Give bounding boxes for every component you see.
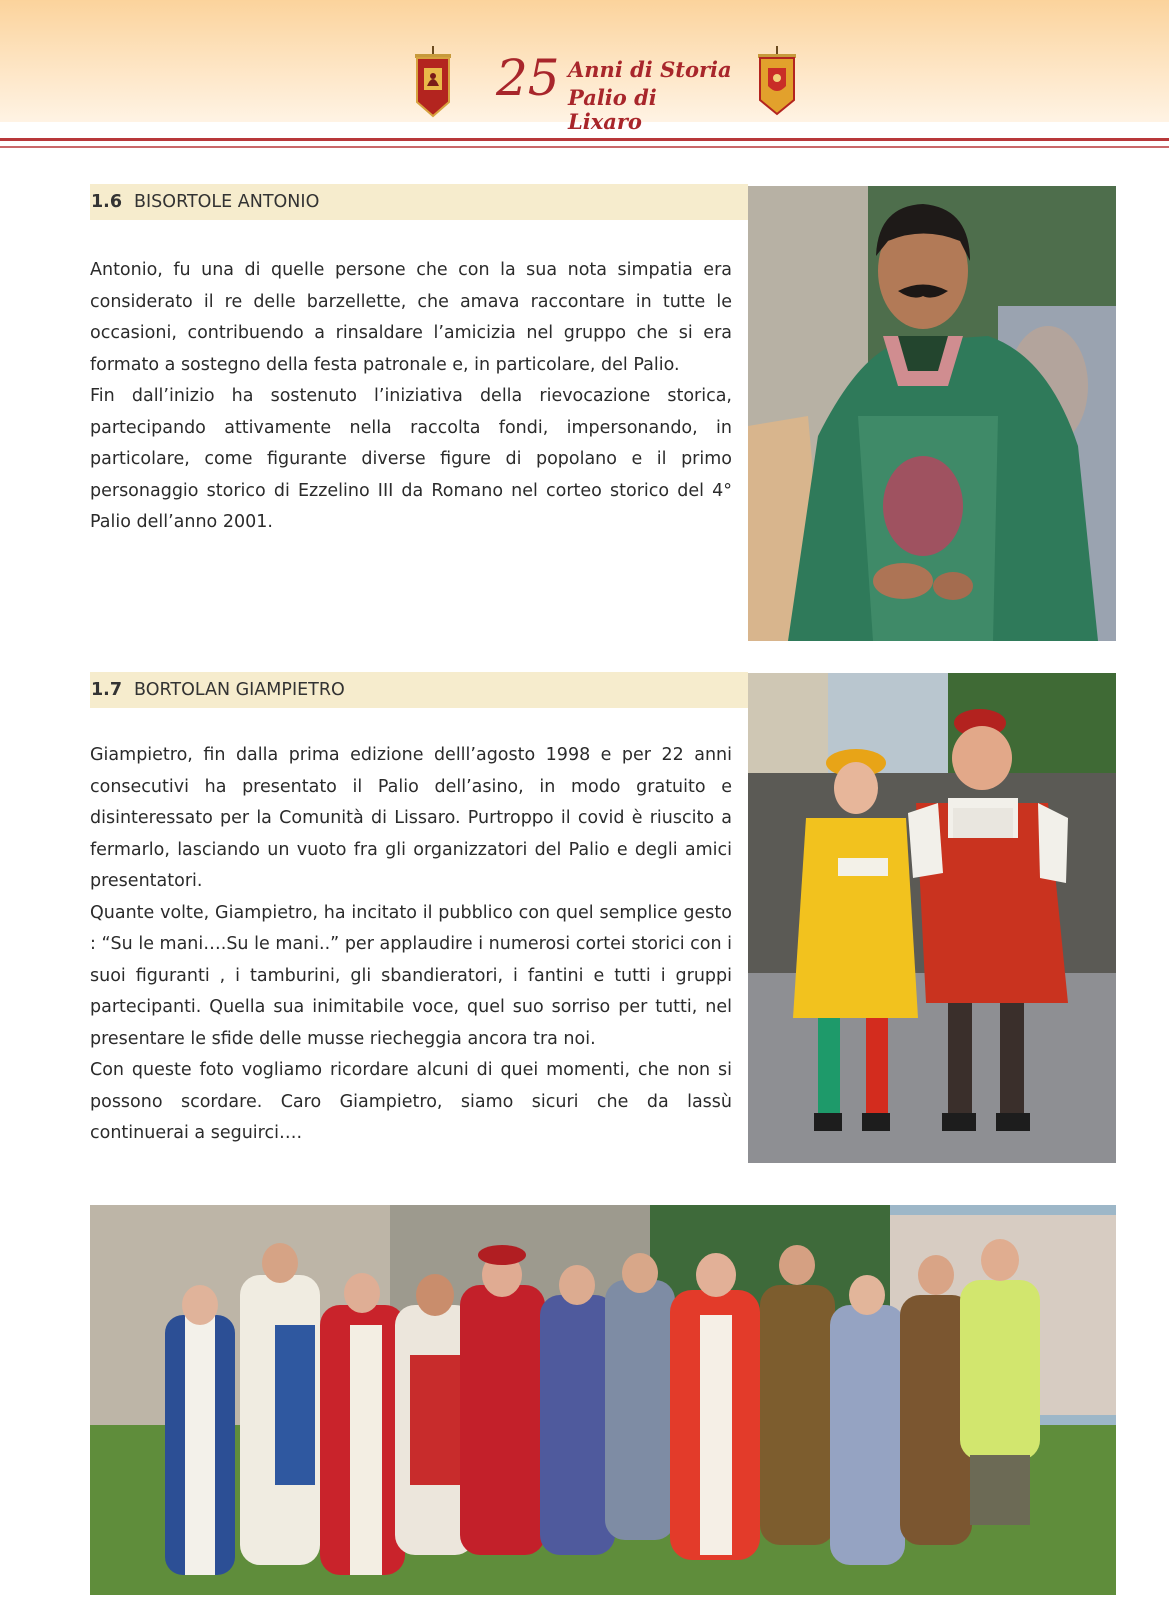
section-title: BISORTOLE ANTONIO [134, 192, 320, 212]
section-heading-1-7 [90, 672, 748, 708]
paragraph: Quante volte, Giampietro, ha incitato il pubblico con quel semplice gesto : “Su le mani….Su le mani..” per applaudire i numerosi cortei storici con i suoi figuranti , i tamburini, gli sbandieratori, i fantini e tutti i gruppi partecipanti. Quella sua inimitabile voce, quel suo sorriso per tutti, nel presentare le sfide delle musse riecheggia ancora tra noi. [90, 902, 732, 1049]
photo-group-costumes [90, 1205, 1116, 1595]
right-banner-emblem [757, 46, 797, 118]
paragraph: Antonio, fu una di quelle persone che con la sua nota simpatia era considerato il re delle barzellette, che amava raccontare in tutte le occasioni, contribuendo a rinsaldare l’amicizia nel gruppo che si era formato a sostegno della festa patronale e, in particolare, del Palio. [90, 260, 732, 375]
header-rule-top [0, 138, 1169, 141]
left-banner-emblem [414, 46, 452, 120]
logo-number: 25 [496, 49, 560, 107]
header-rule-bottom [0, 146, 1169, 148]
section-heading-1-6 [90, 184, 748, 220]
paragraph: Con queste foto vogliamo ricordare alcuni di quei momenti, che non si possono scordare. Caro Giampietro, siamo sicuri che da lassù continuerai a seguirci…. [90, 1060, 732, 1143]
section-body-1-7 [90, 740, 732, 1150]
logo-title-line1: Anni di Storia [568, 57, 732, 82]
section-body-1-6 [90, 255, 732, 539]
section-title: BORTOLAN GIAMPIETRO [134, 680, 345, 700]
section-number: 1.7 [91, 680, 123, 700]
photo-antonio-costume [748, 186, 1116, 641]
section-number: 1.6 [91, 192, 123, 212]
logo-title-line2: Palio di Lixaro [568, 85, 657, 134]
photo-giampietro-presenters [748, 673, 1116, 1163]
paragraph: Fin dall’inizio ha sostenuto l’iniziativa della rievocazione storica, partecipando attivamente nella raccolta fondi, impersonando, in particolare, come figurante diverse figure di popolano e il primo personaggio storico di Ezzelino III da Romano nel corteo storico del 4° Palio dell’anno 2001. [90, 386, 732, 532]
paragraph: Giampietro, fin dalla prima edizione delll’agosto 1998 e per 22 anni consecutivi ha presentato il Palio dell’asino, in modo gratuito e disinteressato per la Comunità di Lissaro. Purtroppo il covid è riuscito a fermarlo, lasciando un vuoto fra gli organizzatori del Palio e degli amici presentatori. [90, 745, 732, 891]
